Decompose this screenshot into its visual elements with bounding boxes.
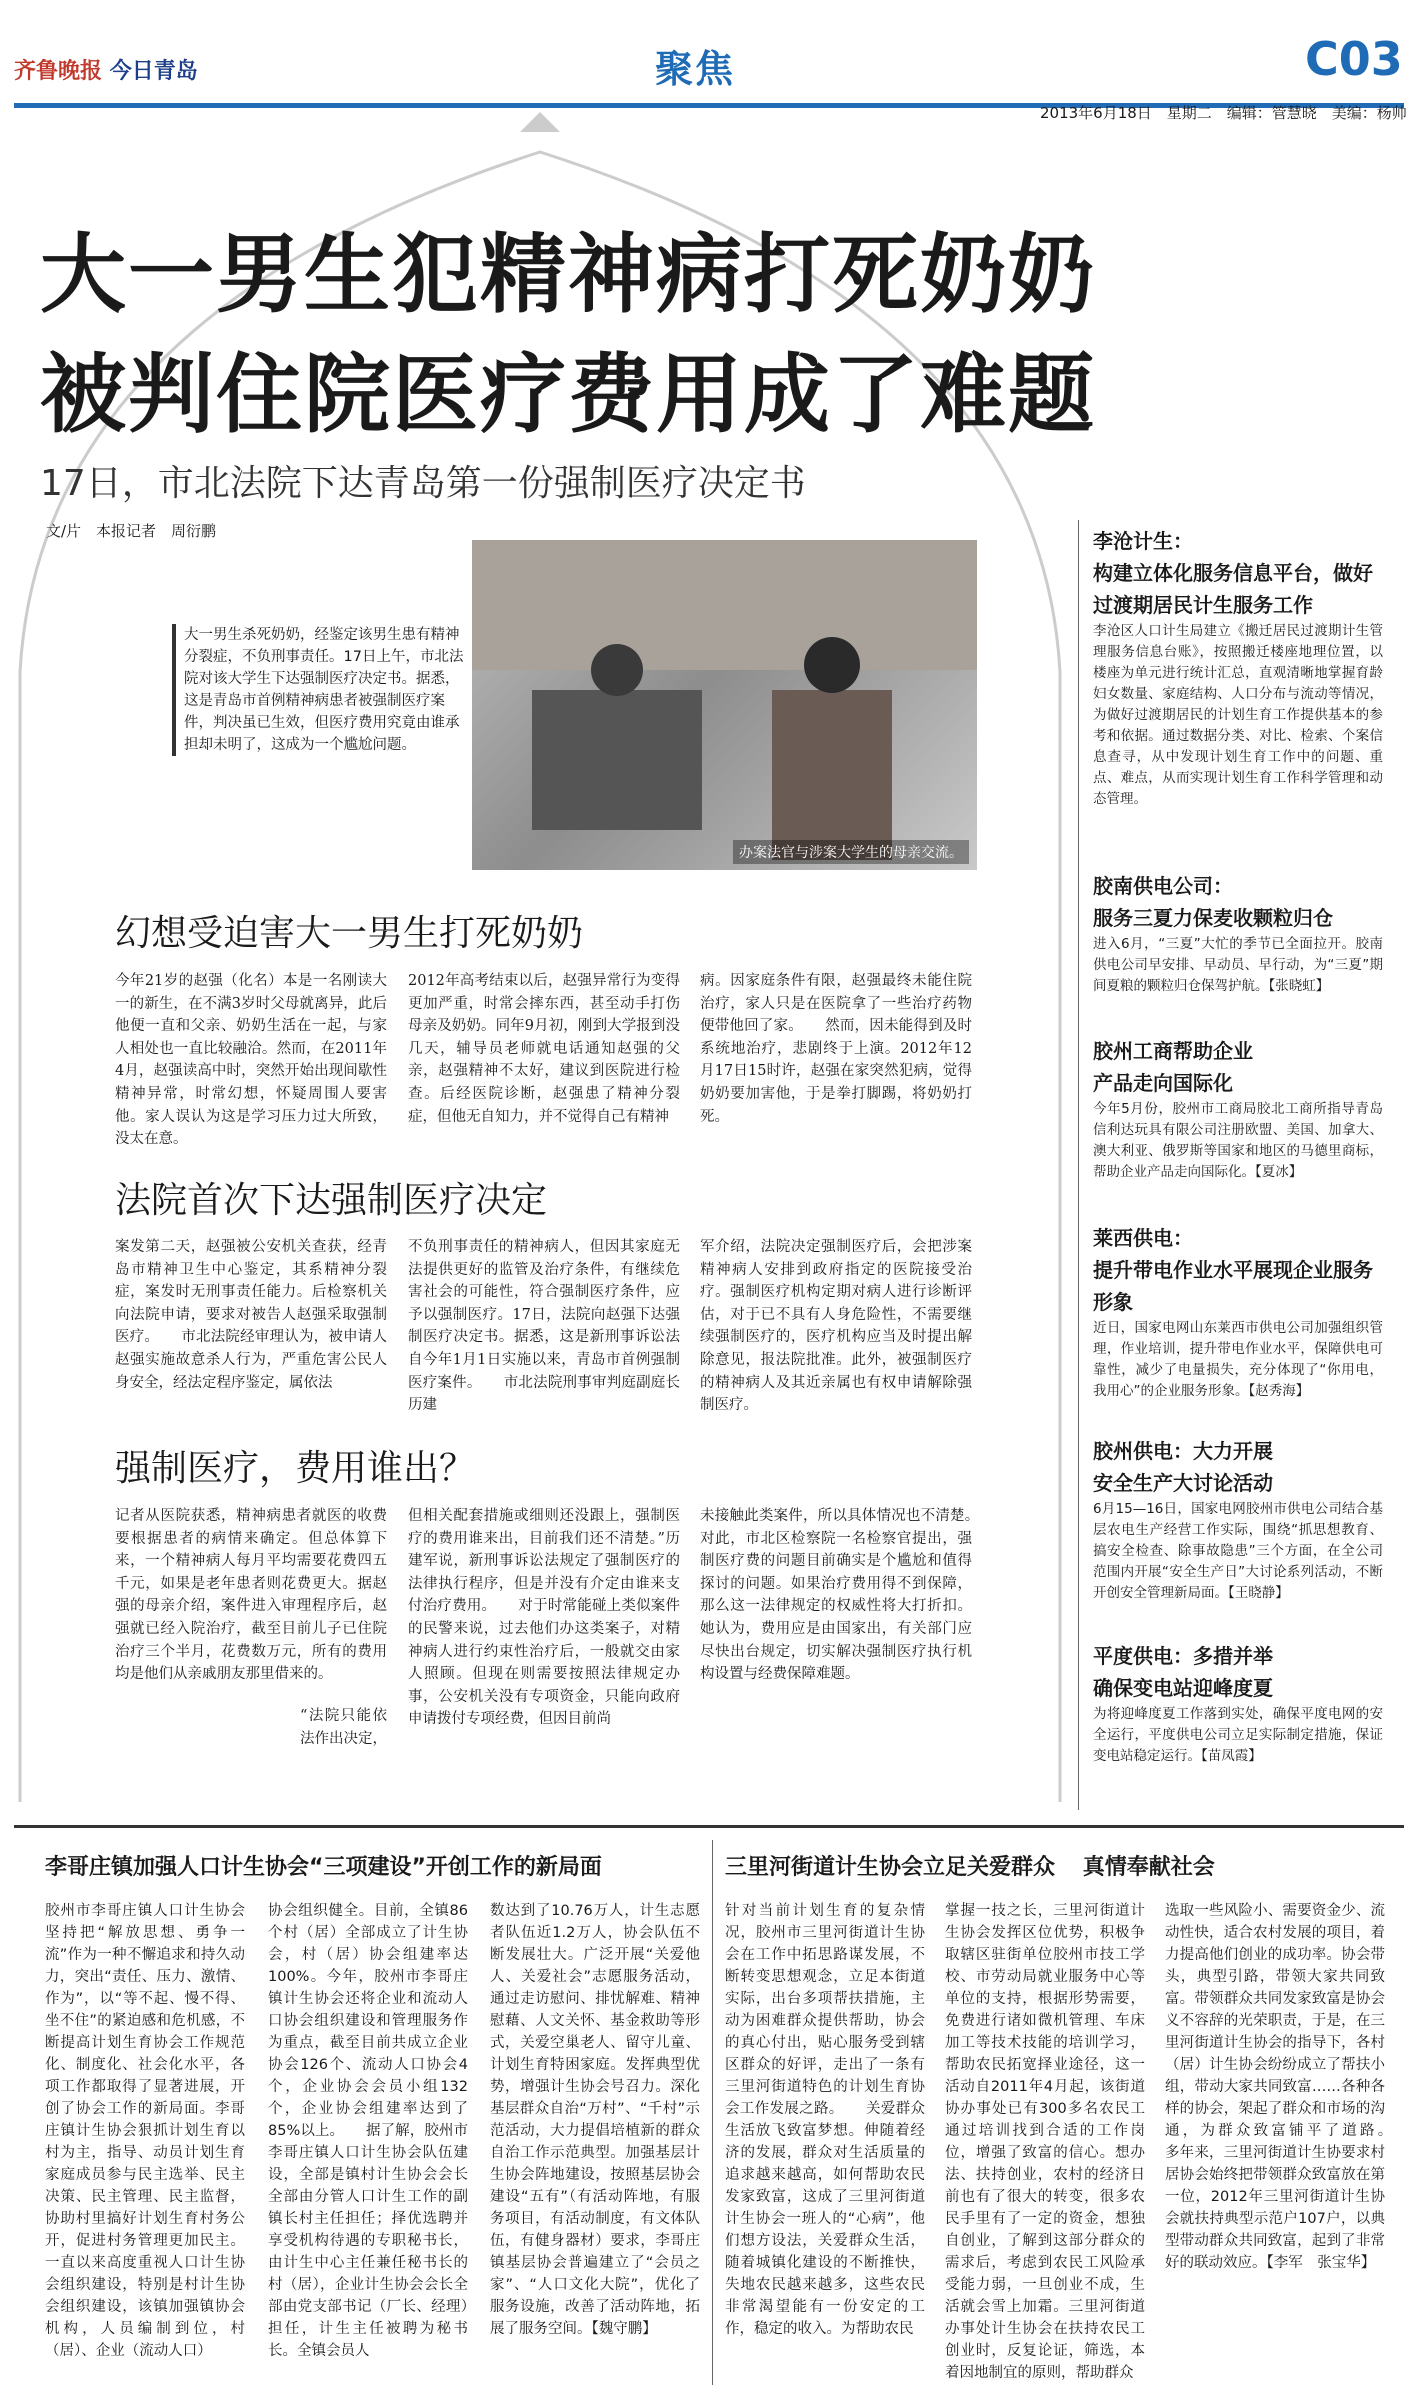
sidebar-title-2: 产品走向国际化 bbox=[1093, 1071, 1233, 1095]
sidebar-title: 胶南供电公司： bbox=[1093, 874, 1233, 898]
section-title: 聚焦 bbox=[655, 47, 736, 91]
section-2-col-3: 军介绍，法院决定强制医疗后，会把涉案精神病人安排到政府指定的医院接受治疗。强制医疗机构定期对病人进行诊断评估，对于已不具有人身危险性，不需要继续强制医疗的，医疗机构应当及时提出解除意见，报法院批准。此外，被强制医疗的精神病人及其近亲属也有权申请解除强制医疗。 bbox=[700, 1239, 972, 1414]
byline: 文/片 本报记者 周衍鹏 bbox=[46, 522, 217, 540]
section-1-heading: 幻想受迫害大一男生打死奶奶 bbox=[115, 913, 584, 954]
section-2-col-1: 案发第二天，赵强被公安机关查获，经青岛市精神卫生中心鉴定，其系精神分裂症，案发时无刑事责任能力。后检察机关向法院申请，要求对被告人赵强采取强制医疗。 市北法院经审理认为，被申请人赵强实施故意杀人行为，严重危害公民人身安全，经法定程序鉴定，属依法 bbox=[115, 1239, 387, 1391]
bottom-left-col-1: 胶州市李哥庄镇人口计生协会坚持把“解放思想、勇争一流”作为一种不懈追求和持久动力，突出“责任、压力、激情、作为”，以“等不起、慢不得、坐不住”的紧迫感和危机感，不断提高计划生育协会工作规范化、制度化、社会化水平，各项工作都取得了显著进展，开创了协会工作的新局面。李哥庄镇计生协会狠抓计划生育以村为主，指导、动员计划生育家庭成员参与民主选举、民主决策、民主管理、民主监督，协助村里搞好计划生育村务公开，促进村务管理更加民主。一直以来高度重视人口计生协会组织建设，特别是村计生协会组织建设，该镇加强镇协会机构，人员编制到位，村（居）、企业（流动人口） bbox=[45, 1903, 245, 2359]
sidebar-title: 李沧计生： bbox=[1093, 529, 1193, 553]
page-number: C03 bbox=[1305, 32, 1403, 86]
sidebar-sign: 【王晓静】 bbox=[1228, 1585, 1289, 1601]
photo-caption: 办案法官与涉案大学生的母亲交流。 bbox=[733, 840, 969, 864]
bottom-right-sign: 【李军 张宝华】 bbox=[1266, 2255, 1376, 2271]
logo-main: 齐鲁晚报 bbox=[14, 58, 103, 84]
bottom-left-col-2: 协会组织健全。目前，全镇86个村（居）全部成立了计生协会，村（居）协会组建率达100%。今年，胶州市李哥庄镇计生协会还将企业和流动人口协会组织建设和管理服务作为重点，截至目前共成立企业协会126个、流动人口协会4个，企业协会会员小组132个，企业协会组建率达到了85%以上。 据了解，胶州市李哥庄镇人口计生协会队伍建设，全部是镇村计生协会会长全部由分管人口计生工作的副镇长村主任担任；择优选聘并享受机构待遇的专职秘书长，由计生中心主任兼任秘书长的村（居），企业计生协会会长全部由党支部书记（厂长、经理）担任，计生主任被聘为秘书长。全镇会员人 bbox=[268, 1903, 468, 2359]
sidebar-title-2: 确保变电站迎峰度夏 bbox=[1093, 1676, 1273, 1700]
headline-line-2: 被判住院医疗费用成了难题 bbox=[40, 345, 1096, 445]
subtitle: 17日，市北法院下达青岛第一份强制医疗决定书 bbox=[40, 463, 806, 504]
bottom-right-col-1: 针对当前计划生育的复杂情况，胶州市三里河街道计生协会在工作中拓思路谋发展，不断转变思想观念，立足本街道实际，出台多项帮扶措施，主动为困难群众提供帮助，协会的真心付出，贴心服务受到辖区群众的好评，走出了一条有三里河街道特色的计划生育协会工作发展之路。 关爱群众生活放飞致富梦想。伸随着经济的发展，群众对生活质量的追求越来越高，如何帮助农民发家致富，这成了三里河街道计生协会一班人的“心病”，他们想方设法，关爱群众生活，随着城镇化建设的不断推快，失地农民越来越多，这些农民非常渴望能有一份安定的工作，稳定的收入。为帮助农民 bbox=[725, 1903, 925, 2337]
sidebar-title-2: 服务三夏力保麦收颗粒归仓 bbox=[1093, 906, 1333, 930]
section-2-col-2: 不负刑事责任的精神病人，但因其家庭无法提供更好的监管及治疗条件，有继续危害社会的可能性，符合强制医疗条件，应予以强制医疗。17日，法院向赵强下达强制医疗决定书。据悉，这是新刑事诉讼法自今年1月1日实施以来，青岛市首例强制医疗案件。 市北法院刑事审判庭副庭长历建 bbox=[408, 1239, 680, 1414]
sidebar-title-2: 提升带电作业水平展现企业服务形象 bbox=[1093, 1258, 1373, 1314]
sidebar-divider bbox=[1078, 520, 1079, 1810]
sidebar-sign: 【夏冰】 bbox=[1255, 1164, 1303, 1180]
photo-placeholder-icon bbox=[472, 540, 977, 870]
bottom-right-col-2: 掌握一技之长，三里河街道计生协会发挥区位优势，积极争取辖区驻街单位胶州市技工学校、市劳动局就业服务中心等单位的支持，根据形势需要，免费进行诸如微机管理、车床加工等技术技能的培训学习，帮助农民拓宽择业途径，这一活动自2011年4月起，该街道协办事处已有300多名农民工通过培训找到合适的工作岗位，增强了致富的信心。想办法、扶持创业，农村的经济日前也有了很大的转变，很多农民手里有了一定的资金，想独自创业，了解到这部分群众的需求后，考虑到农民工风险承受能力弱，一旦创业不成，生活就会雪上加霜。三里河街道办事处计生协会在扶持农民工创业时，反复论证，筛选，本着因地制宜的原则，帮助群众 bbox=[945, 1903, 1145, 2381]
section-3-col-1: 记者从医院获悉，精神病患者就医的收费要根据患者的病情来确定。但总体算下来，一个精神病人每月平均需要花费四五千元，如果是老年患者则花费更大。据赵强的母亲介绍，案件进入审理程序后，赵强就已经入院治疗，截至目前儿子已住院治疗三个半月，花费数万元，所有的费用均是他们从亲戚朋友那里借来的。 bbox=[115, 1508, 387, 1683]
sidebar-sign: 【张晓虹】 bbox=[1268, 978, 1330, 994]
bottom-rule bbox=[14, 1825, 1404, 1828]
section-3-col-2: 但相关配套措施或细则还没跟上，强制医疗的费用谁来出，目前我们还不清楚。”历建军说，新刑事诉讼法规定了强制医疗的法律执行程序，但是并没有介定由谁来支付治疗费用。 对于时常能碰上类似案件的民警来说，过去他们办这类案子，对精神病人进行约束性治疗后，一般就交由家人照顾。但现在则需要按照法律规定办事，公安机关没有专项资金，只能向政府申请拨付专项经费，但因目前尚 bbox=[408, 1508, 680, 1728]
section-3-col-1-tail: “法院只能依法作出决定， bbox=[300, 1708, 387, 1747]
sidebar-sign: 【赵秀海】 bbox=[1248, 1383, 1310, 1399]
newspaper-logo bbox=[14, 54, 198, 85]
sidebar-body: 进入6月，“三夏”大忙的季节已全面拉开。胶南供电公司早安排、早动员、早行动，为“三夏”期间夏粮的颗粒归仓保驾护航。【张晓虹】 bbox=[1093, 936, 1383, 994]
sidebar-sign: 【苗凤霞】 bbox=[1201, 1748, 1262, 1764]
section-1-col-2: 2012年高考结束以后，赵强异常行为变得更加严重，时常会摔东西，甚至动手打伤母亲及奶奶。同年9月初，刚到大学报到没几天，辅导员老师就电话通知赵强的父亲，赵强精神不太好，建议到医院进行检查。后经医院诊断，赵强患了精神分裂症，但他无自知力，并不觉得自己有精神 bbox=[408, 973, 680, 1125]
logo-sub: 今日青岛 bbox=[109, 59, 198, 84]
sidebar-item-6 bbox=[1093, 1640, 1383, 1767]
bottom-left-sign: 【魏守鹏】 bbox=[591, 2321, 657, 2337]
section-2-heading: 法院首次下达强制医疗决定 bbox=[115, 1180, 548, 1221]
date-line: 2013年6月18日 星期二 编辑：管慧晓 美编：杨帅 bbox=[1040, 104, 1407, 122]
sidebar-body: 近日，国家电网山东莱西市供电公司加强组织管理，作业培训，提升带电作业水平，保障供电可靠性，减少了电量损失，充分体现了“你用电，我用心”的企业服务形象。【赵秀海】 bbox=[1093, 1320, 1383, 1399]
sidebar-body: 6月15—16日，国家电网胶州市供电公司结合基层农电生产经营工作实际，围绕“抓思想教育、搞安全检查、除事故隐患”三个方面，在全公司范围内开展“安全生产日”大讨论系列活动，不断开创安全管理新局面。【王晓静】 bbox=[1093, 1501, 1383, 1601]
section-3-col-3: 未接触此类案件，所以具体情况也不清楚。 对此，市北区检察院一名检察官提出，强制医疗费的问题目前确实是个尴尬和值得探讨的问题。如果治疗费用得不到保障，那么这一法律规定的权威性将大打折扣。她认为，费用应是由国家出，有关部门应尽快出台规定，切实解决强制医疗执行机构设置与经费保障难题。 bbox=[700, 1508, 1001, 1683]
sidebar-title: 胶州工商帮助企业 bbox=[1093, 1039, 1253, 1063]
bottom-right-heading: 三里河街道计生协会立足关爱群众 真情奉献社会 bbox=[725, 1855, 1215, 1880]
sidebar-title: 平度供电：多措并举 bbox=[1093, 1644, 1273, 1668]
bottom-divider bbox=[712, 1840, 713, 2385]
section-3-heading: 强制医疗，费用谁出？ bbox=[115, 1448, 476, 1489]
sidebar-item-2 bbox=[1093, 870, 1383, 997]
headline-line-1: 大一男生犯精神病打死奶奶 bbox=[40, 225, 1096, 325]
sidebar-item-3 bbox=[1093, 1035, 1383, 1183]
bottom-left-col-3: 数达到了10.76万人，计生志愿者队伍近1.2万人，协会队伍不断发展壮大。广泛开展“关爱他人、关爱社会”志愿服务活动，通过走访慰问、排忧解难、精神慰藉、人文关怀、基金救助等形式，关爱空巢老人、留守儿童、计划生育特困家庭。发挥典型优势，增强计生协会号召力。深化基层群众自治“万村”、“千村”示范活动，大力提倡培植新的群众自治工作示范典型。加强基层计生协会阵地建设，按照基层协会建设“五有”（有活动阵地，有服务项目，有活动制度，有文体队伍，有健身器材）要求，李哥庄镇基层协会普遍建立了“会员之家”、“人口文化大院”，优化了服务设施，改善了活动阵地，拓展了服务空间。【魏守鹏】 bbox=[490, 1903, 700, 2337]
bottom-left-heading: 李哥庄镇加强人口计生协会“三项建设”开创工作的新局面 bbox=[45, 1855, 602, 1880]
sidebar-body: 今年5月份，胶州市工商局胶北工商所指导青岛信利达玩具有限公司注册欧盟、美国、加拿大、澳大利亚、俄罗斯等国家和地区的马德里商标，帮助企业产品走向国际化。【夏冰】 bbox=[1093, 1101, 1383, 1180]
sidebar-title-2: 构建立体化服务信息平台，做好过渡期居民计生服务工作 bbox=[1093, 561, 1373, 617]
sidebar-body: 为将迎峰度夏工作落到实处，确保平度电网的安全运行，平度供电公司立足实际制定措施，保证变电站稳定运行。【苗凤霞】 bbox=[1093, 1706, 1383, 1764]
sidebar-title: 莱西供电： bbox=[1093, 1226, 1193, 1250]
bottom-right-col-3: 选取一些风险小、需要资金少、流动性快，适合农村发展的项目，着力提高他们创业的成功率。协会带头，典型引路，带领大家共同致富。带领群众共同发家致富是协会义不容辞的光荣职责，于是，在三里河街道计生协会的指导下，各村（居）计生协会纷纷成立了帮扶小组，带动大家共同致富……各种各样的协会，架起了群众和市场的沟通，为群众致富铺平了道路。 多年来，三里河街道计生协要求村居协会始终把带领群众致富放在第一位，2012年三里河街道计生协会就扶持典型示范户107户，以典型带动群众共同致富，起到了非常好的联动效应。【李军 张宝华】 bbox=[1165, 1903, 1414, 2271]
lead-paragraph: 大一男生杀死奶奶，经鉴定该男生患有精神分裂症，不负刑事责任。17日上午，市北法院对该大学生下达强制医疗决定书。据悉，这是青岛市首例精神病患者被强制医疗案件，判决虽已生效，但医疗费用究竟由谁承担却未明了，这成为一个尴尬问题。 bbox=[172, 624, 467, 756]
sidebar-item-4 bbox=[1093, 1222, 1383, 1402]
section-1-col-1: 今年21岁的赵强（化名）本是一名刚读大一的新生，在不满3岁时父母就离异，此后他便一直和父亲、奶奶生活在一起，与家人相处也一直比较融洽。然而，在2011年4月，赵强读高中时，突然开始出现间歇性精神异常，时常幻想，怀疑周围人要害他。家人误认为这是学习压力过大所致，没太在意。 bbox=[115, 973, 387, 1148]
sidebar-title: 胶州供电：大力开展 bbox=[1093, 1439, 1273, 1463]
news-photo bbox=[472, 540, 977, 870]
sidebar-item-1 bbox=[1093, 525, 1383, 810]
sidebar-item-5 bbox=[1093, 1435, 1383, 1604]
section-1-col-3: 病。因家庭条件有限，赵强最终未能住院治疗，家人只是在医院拿了一些治疗药物便带他回了家。 然而，因未能得到及时系统地治疗，悲剧终于上演。2012年12月17日15时许，赵强在家突然犯病，觉得奶奶要加害他，于是拳打脚踢，将奶奶打死。 bbox=[700, 973, 972, 1125]
sidebar-body: 李沧区人口计生局建立《搬迁居民过渡期计生管理服务信息台账》，按照搬迁楼座地理位置，以楼座为单元进行统计汇总，直观清晰地掌握育龄妇女数量、家庭结构、人口分布与流动等情况，为做好过渡期居民的计划生育工作提供基本的参考和依据。通过数据分类、对比、检索、个案信息查寻，从中发现计划生育工作中的问题、重点、难点，从而实现计划生育工作科学管理和动态管理。 bbox=[1093, 623, 1383, 807]
sidebar-title-2: 安全生产大讨论活动 bbox=[1093, 1471, 1273, 1495]
